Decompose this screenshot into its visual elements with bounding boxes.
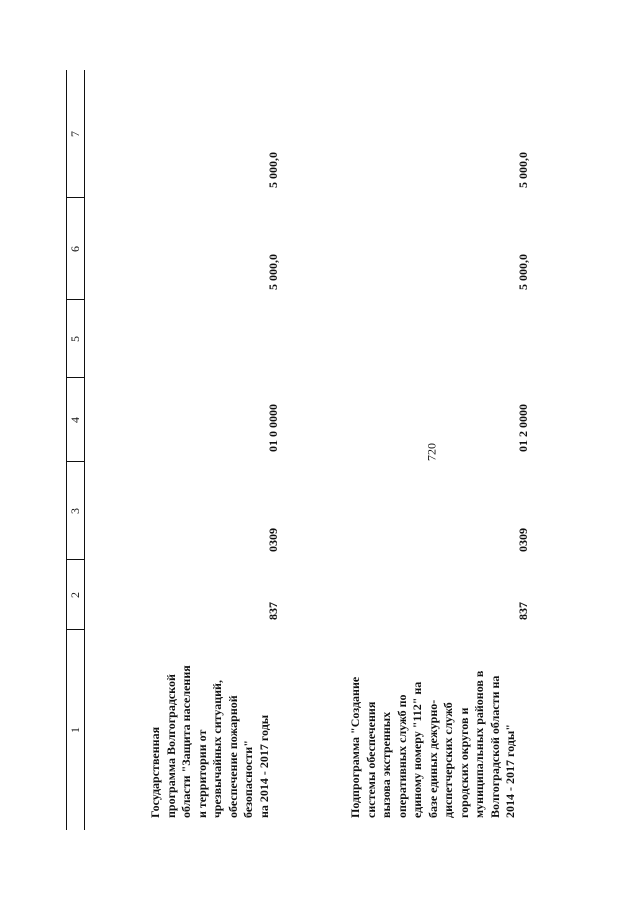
table-header-bottom-border	[84, 70, 85, 830]
row-2-column-6: 5 000,0	[516, 254, 530, 290]
row-1-column-3: 0309	[266, 528, 280, 552]
column-number-1: 1	[68, 727, 82, 733]
column-number-6: 6	[68, 246, 82, 252]
row-2-column-4: 01 2 0000	[516, 404, 530, 452]
column-number-3: 3	[68, 508, 82, 514]
row-1-column-6: 5 000,0	[266, 254, 280, 290]
row-2-column-2: 837	[516, 602, 530, 620]
row-2-column-3: 0309	[516, 528, 530, 552]
column-number-7: 7	[68, 131, 82, 137]
row-1-program-name: Государственная программа Волгоградской области "Защита населения и территории от чрезвычайных ситуаций, обеспечение пожарной безопасности" на 2014 - 2017 годы	[148, 665, 271, 818]
row-2-subprogram-name: Подпрограмма "Создание системы обеспечения вызова экстренных оперативных служб по единому номеру "112" на базе единых дежурно- диспетчерских служб городских округов и муниципальных районов в Волгоградской области на 2014 - 2017 годы"	[348, 670, 517, 818]
row-1-column-2: 837	[266, 602, 280, 620]
column-number-4: 4	[68, 417, 82, 423]
row-2-column-7: 5 000,0	[516, 152, 530, 188]
column-number-5: 5	[68, 336, 82, 342]
column-number-2: 2	[68, 592, 82, 598]
row-1-column-7: 5 000,0	[266, 152, 280, 188]
budget-table	[60, 70, 550, 830]
page-number: 720	[424, 443, 439, 461]
row-1-column-4: 01 0 0000	[266, 404, 280, 452]
